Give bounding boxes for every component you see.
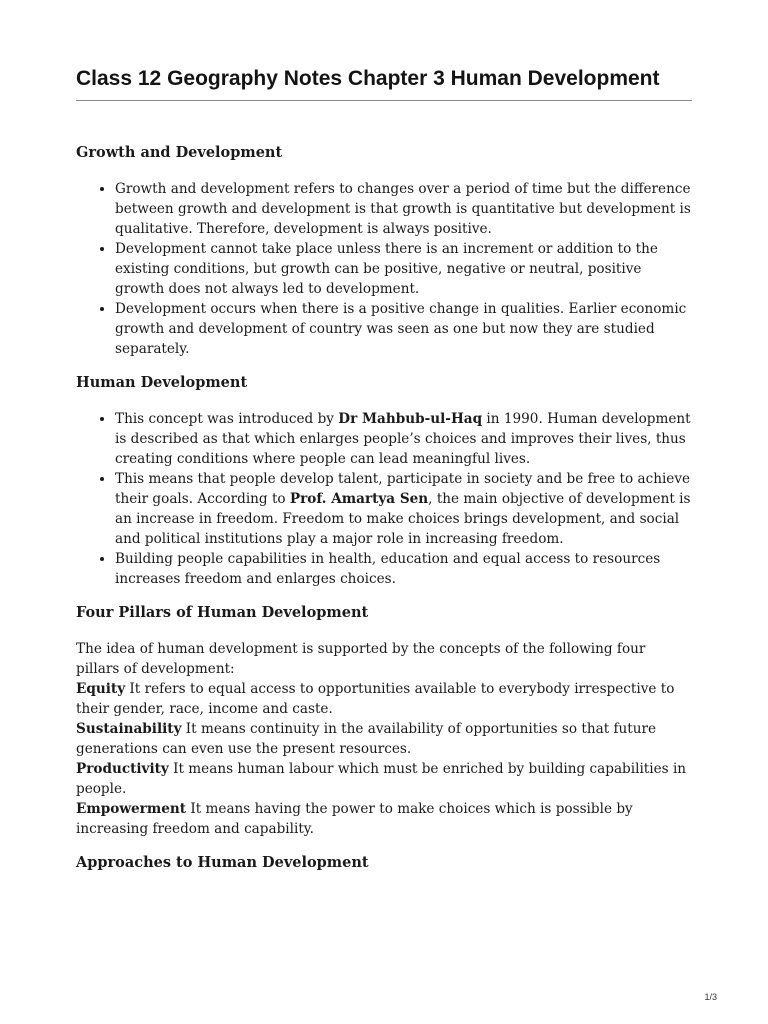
page-title: Class 12 Geography Notes Chapter 3 Human Development <box>76 66 692 101</box>
bullet-text: in 1990. Human development is described as that which enlarges people’s choices and improves their lives, thus creating conditions where people can lead meaningful lives. <box>115 411 691 467</box>
list-item: • Growth and development refers to changes over a period of time but the difference between growth and development is that growth is quantitative but development is qualitative. Therefore, development is always positive. <box>115 179 692 239</box>
pillar-equity <box>76 679 692 719</box>
pillar-term: Productivity <box>76 761 169 777</box>
bold-name-sen: Prof. Amartya Sen <box>289 491 429 507</box>
section-heading-human-development: Human Development <box>76 374 248 391</box>
pillar-term: Equity <box>76 681 126 697</box>
pillar-text: It means human labour which must be enriched by building capabilities in people. <box>76 761 687 797</box>
pillar-empowerment <box>76 799 692 839</box>
pillar-productivity <box>76 759 692 799</box>
list-item: • Development cannot take place unless there is an increment or addition to the existing conditions, but growth can be positive, negative or neutral, positive growth does not always led to development. <box>115 239 692 299</box>
pillar-term: Empowerment <box>76 801 187 817</box>
page-number: 1/3 <box>704 992 717 1002</box>
pillar-text: It means having the power to make choices which is possible by increasing freedom and capability. <box>76 801 633 837</box>
pillar-text: It means continuity in the availability of opportunities so that future generations can even use the present resources. <box>76 721 657 757</box>
list-item <box>115 469 692 549</box>
list-item <box>115 409 692 469</box>
pillar-term: Sustainability <box>76 721 182 737</box>
bullet-text: This concept was introduced by <box>115 411 339 427</box>
human-development-bullet-list <box>76 409 692 589</box>
document-page <box>76 66 692 873</box>
bullet-text: This means that people develop talent, participate in society and be free to achieve their goals. According to <box>115 471 691 507</box>
bullet-text: , the main objective of development is an increase in freedom. Freedom to make choices brings development, and social and political institutions play a major role in increasing freedom. <box>115 491 691 547</box>
section-heading-approaches: Approaches to Human Development <box>76 854 369 871</box>
section-heading-growth: Growth and Development <box>76 144 283 161</box>
growth-bullet-list <box>76 179 692 359</box>
pillars-intro: The idea of human development is supported by the concepts of the following four pillars of development: <box>76 641 646 677</box>
section-heading-pillars: Four Pillars of Human Development <box>76 604 369 621</box>
list-item: • Building people capabilities in health, education and equal access to resources increases freedom and enlarges choices. <box>115 549 692 589</box>
bold-name-mahbub: Dr Mahbub-ul-Haq <box>338 411 483 427</box>
list-item: • Development occurs when there is a positive change in qualities. Earlier economic growth and development of country was seen as one but now they are studied separately. <box>115 299 692 359</box>
pillar-sustainability <box>76 719 692 759</box>
pillar-text: It refers to equal access to opportunities available to everybody irrespective to their gender, race, income and caste. <box>76 681 675 717</box>
